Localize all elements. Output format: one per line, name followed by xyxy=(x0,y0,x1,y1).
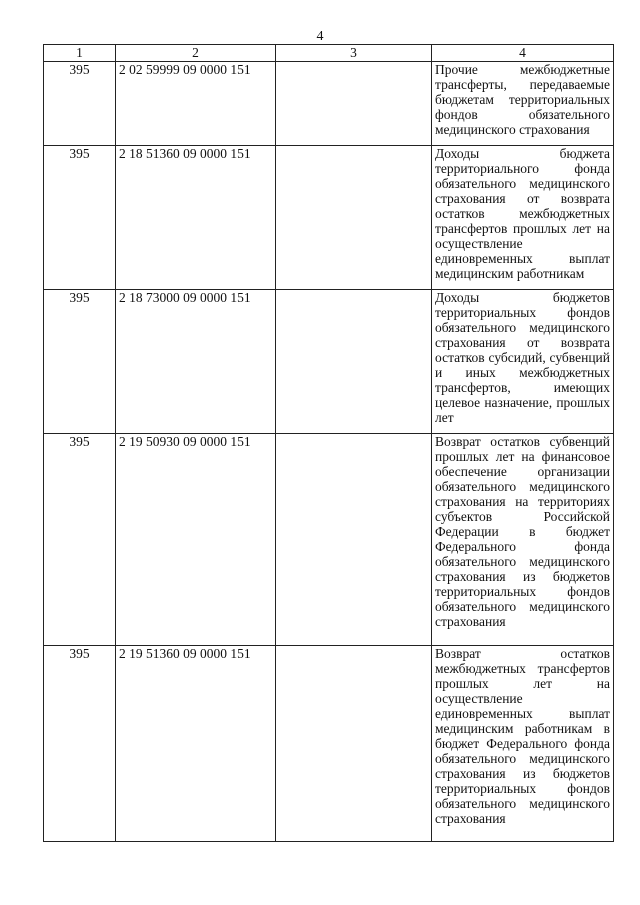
kbk-code-cell: 2 18 51360 09 0000 151 xyxy=(116,146,276,290)
column-3-cell xyxy=(276,146,432,290)
column-header-1: 1 xyxy=(44,45,116,62)
column-3-cell xyxy=(276,290,432,434)
description-cell: Возврат остатков межбюджетных трансфертов прошлых лет на осуществление единовременных выплат медицинским работникам в бюджет Федерального фонда обязательного медицинского страхования из бюджетов территориальных фондов обязательного медицинского страхования xyxy=(432,646,614,842)
column-header-4: 4 xyxy=(432,45,614,62)
admin-code-cell: 395 xyxy=(44,62,116,146)
admin-code-cell: 395 xyxy=(44,434,116,646)
description-cell: Возврат остатков субвенций прошлых лет на финансовое обеспечение организации обязательного медицинского страхования на территориях субъектов Российской Федерации в бюджет Федерального фонда обязательного медицинского страхования из бюджетов территориальных фондов обязательного медицинского страхования xyxy=(432,434,614,646)
description-cell: Прочие межбюджетные трансферты, передаваемые бюджетам территориальных фондов обязательного медицинского страхования xyxy=(432,62,614,146)
kbk-code-cell: 2 19 51360 09 0000 151 xyxy=(116,646,276,842)
description-cell: Доходы бюджета территориального фонда обязательного медицинского страхования от возврата остатков межбюджетных трансфертов прошлых лет на осуществление единовременных выплат медицинским работникам xyxy=(432,146,614,290)
column-header-3: 3 xyxy=(276,45,432,62)
page-number: 4 xyxy=(316,29,324,44)
column-3-cell xyxy=(276,62,432,146)
kbk-code-cell: 2 18 73000 09 0000 151 xyxy=(116,290,276,434)
table-row xyxy=(44,146,614,290)
budget-codes-table xyxy=(43,44,614,842)
kbk-code-cell: 2 02 59999 09 0000 151 xyxy=(116,62,276,146)
admin-code-cell: 395 xyxy=(44,290,116,434)
table-row xyxy=(44,434,614,646)
admin-code-cell: 395 xyxy=(44,146,116,290)
column-3-cell xyxy=(276,646,432,842)
description-cell: Доходы бюджетов территориальных фондов обязательного медицинского страхования от возврата остатков субсидий, субвенций и иных межбюджетных трансфертов, имеющих целевое назначение, прошлых лет xyxy=(432,290,614,434)
table-row xyxy=(44,646,614,842)
column-header-2: 2 xyxy=(116,45,276,62)
table-row xyxy=(44,290,614,434)
table-row xyxy=(44,62,614,146)
table-header-row xyxy=(44,45,614,62)
kbk-code-cell: 2 19 50930 09 0000 151 xyxy=(116,434,276,646)
admin-code-cell: 395 xyxy=(44,646,116,842)
column-3-cell xyxy=(276,434,432,646)
